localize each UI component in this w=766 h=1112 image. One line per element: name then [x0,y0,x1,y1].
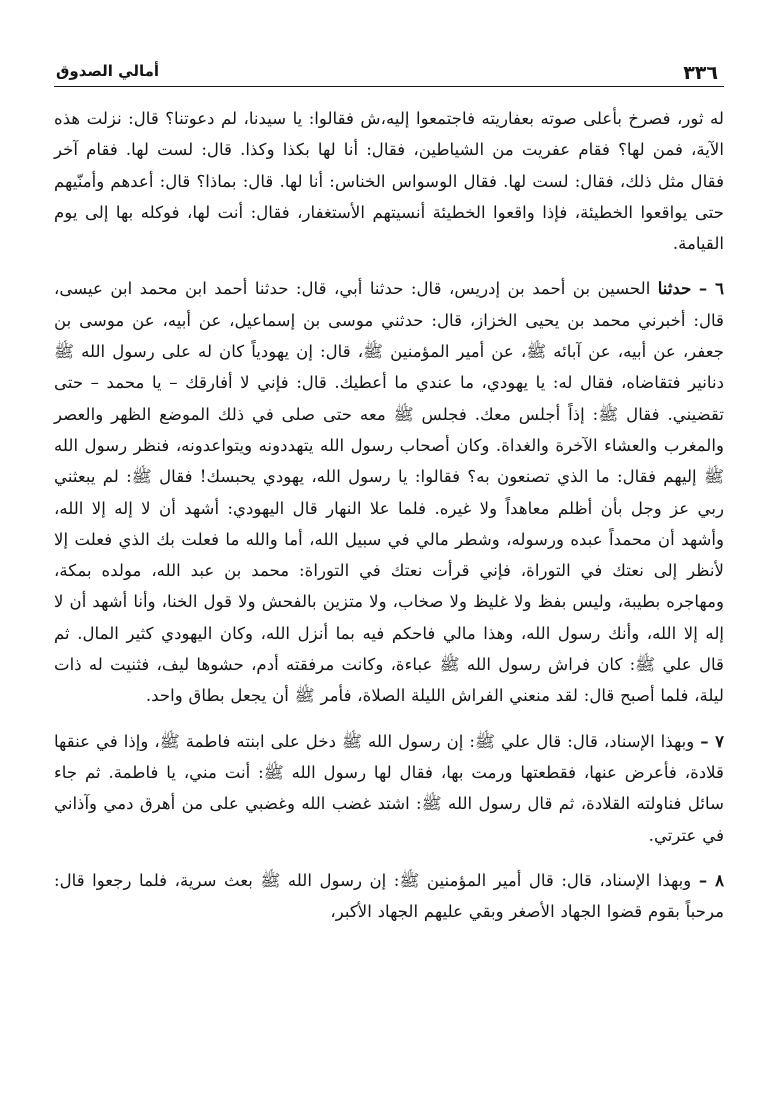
page-header [54,52,724,87]
paragraph-text: الحسين بن أحمد بن إدريس، قال: حدثنا أبي، قال: حدثنا أحمد ابن محمد ابن عيسى، قال: أخبرني محمد بن يحيى الخزاز، قال: حدثني موسى بن إسماعيل، عن أبيه، عن موسى بن جعفر، عن أبيه، عن آبائه ﷺ، عن أمير المؤمنين ﷺ، قال: إن يهودياً كان له على رسول الله ﷺ دنانير فتقاضاه، فقال له: يا يهودي، ما عندي ما أعطيك. قال: فإني لا أفارقك – يا محمد – حتى تقضيني. فقال ﷺ: إذاً أجلس معك. فجلس ﷺ معه حتى صلى في ذلك الموضع الظهر والعصر والمغرب والعشاء الآخرة والغداة. وكان أصحاب رسول الله يتهددونه ويتواعدونه، فنظر رسول الله ﷺ إليهم فقال: ما الذي تصنعون به؟ فقالوا: يا رسول الله، يهودي يحبسك! فقال ﷺ: لم يبعثني ربي عز وجل بأن أظلم معاهداً ولا غيره. فلما علا النهار قال اليهودي: أشهد أن لا إله إلا الله، وأشهد أن محمداً عبده ورسوله، وشطر مالي في سبيل الله، أما والله ما فعلت بك الذي فعلت إلا لأنظر إلى نعتك في التوراة، فإني قرأت نعتك في التوراة: محمد بن عبد الله، مولده بمكة، ومهاجره بطيبة، وليس بفظ ولا غليظ ولا صخاب، ولا متزين بالفحش ولا قول الخنا، وأنا أشهد أن لا إله إلا الله، وأنك رسول الله، وهذا مالي فاحكم فيه بما أنزل الله، وكان اليهودي كثير المال. ثم قال علي ﷺ: كان فراش رسول الله ﷺ عباءة، وكانت مرفقته أدم، حشوها ليف، فثنيت له ذات ليلة، فلما أصبح قال: لقد منعني الفراش الليلة الصلاة، فأمر ﷺ أن يجعل بطاق واحد. [54,279,724,706]
running-title: أمالي الصدوق [56,62,160,80]
hadith-opening-word: حدثنا [657,278,692,299]
hadith-8 [54,865,724,928]
hadith-6 [54,273,724,711]
hadith-number: ٧ – [700,730,724,751]
book-page [54,52,724,1102]
hadith-number: ٨ – [698,869,725,890]
page-body [54,87,724,927]
hadith-number: ٦ – [698,278,724,299]
hadith-7 [54,726,724,851]
paragraph-text: وبهذا الإسناد، قال: قال أمير المؤمنين ﷺ: إن رسول الله ﷺ بعث سرية، فلما رجعوا قال: مرحباً بقوم قضوا الجهاد الأصغر وبقي عليهم الجهاد الأكبر، [54,870,724,922]
page-number: ٣٣٦ [683,62,718,84]
paragraph-text: له ثور، فصرخ بأعلى صوته بعفاريته فاجتمعوا إليه،ش فقالوا: يا سيدنا، لم دعوتنا؟ قال: نزلت هذه الآية، فمن لها؟ فقام عفريت من الشياطين، فقال: أنا لها بكذا وكذا. قال: لست لها. فقام آخر فقال مثل ذلك، فقال: لست لها. فقال الوسواس الخناس: أنا لها. قال: بماذا؟ قال: أعدهم وأمنّيهم حتى يواقعوا الخطيئة، فإذا واقعوا الخطيئة أنسيتهم الأستغفار، فقال: أنت لها، فوكله بها إلى يوم القيامة. [54,109,724,254]
paragraph-text: وبهذا الإسناد، قال: قال علي ﷺ: إن رسول الله ﷺ دخل على ابنته فاطمة ﷺ، وإذا في عنقها قلادة، فأعرض عنها، فقطعتها ورمت بها، فقال لها رسول الله ﷺ: أنت مني، يا فاطمة. ثم جاء سائل فناولته القلادة، ثم قال رسول الله ﷺ: اشتد غضب الله وغضبي على من أهرق دمي وآذاني في عترتي. [54,731,724,845]
paragraph-continuation [54,103,724,259]
